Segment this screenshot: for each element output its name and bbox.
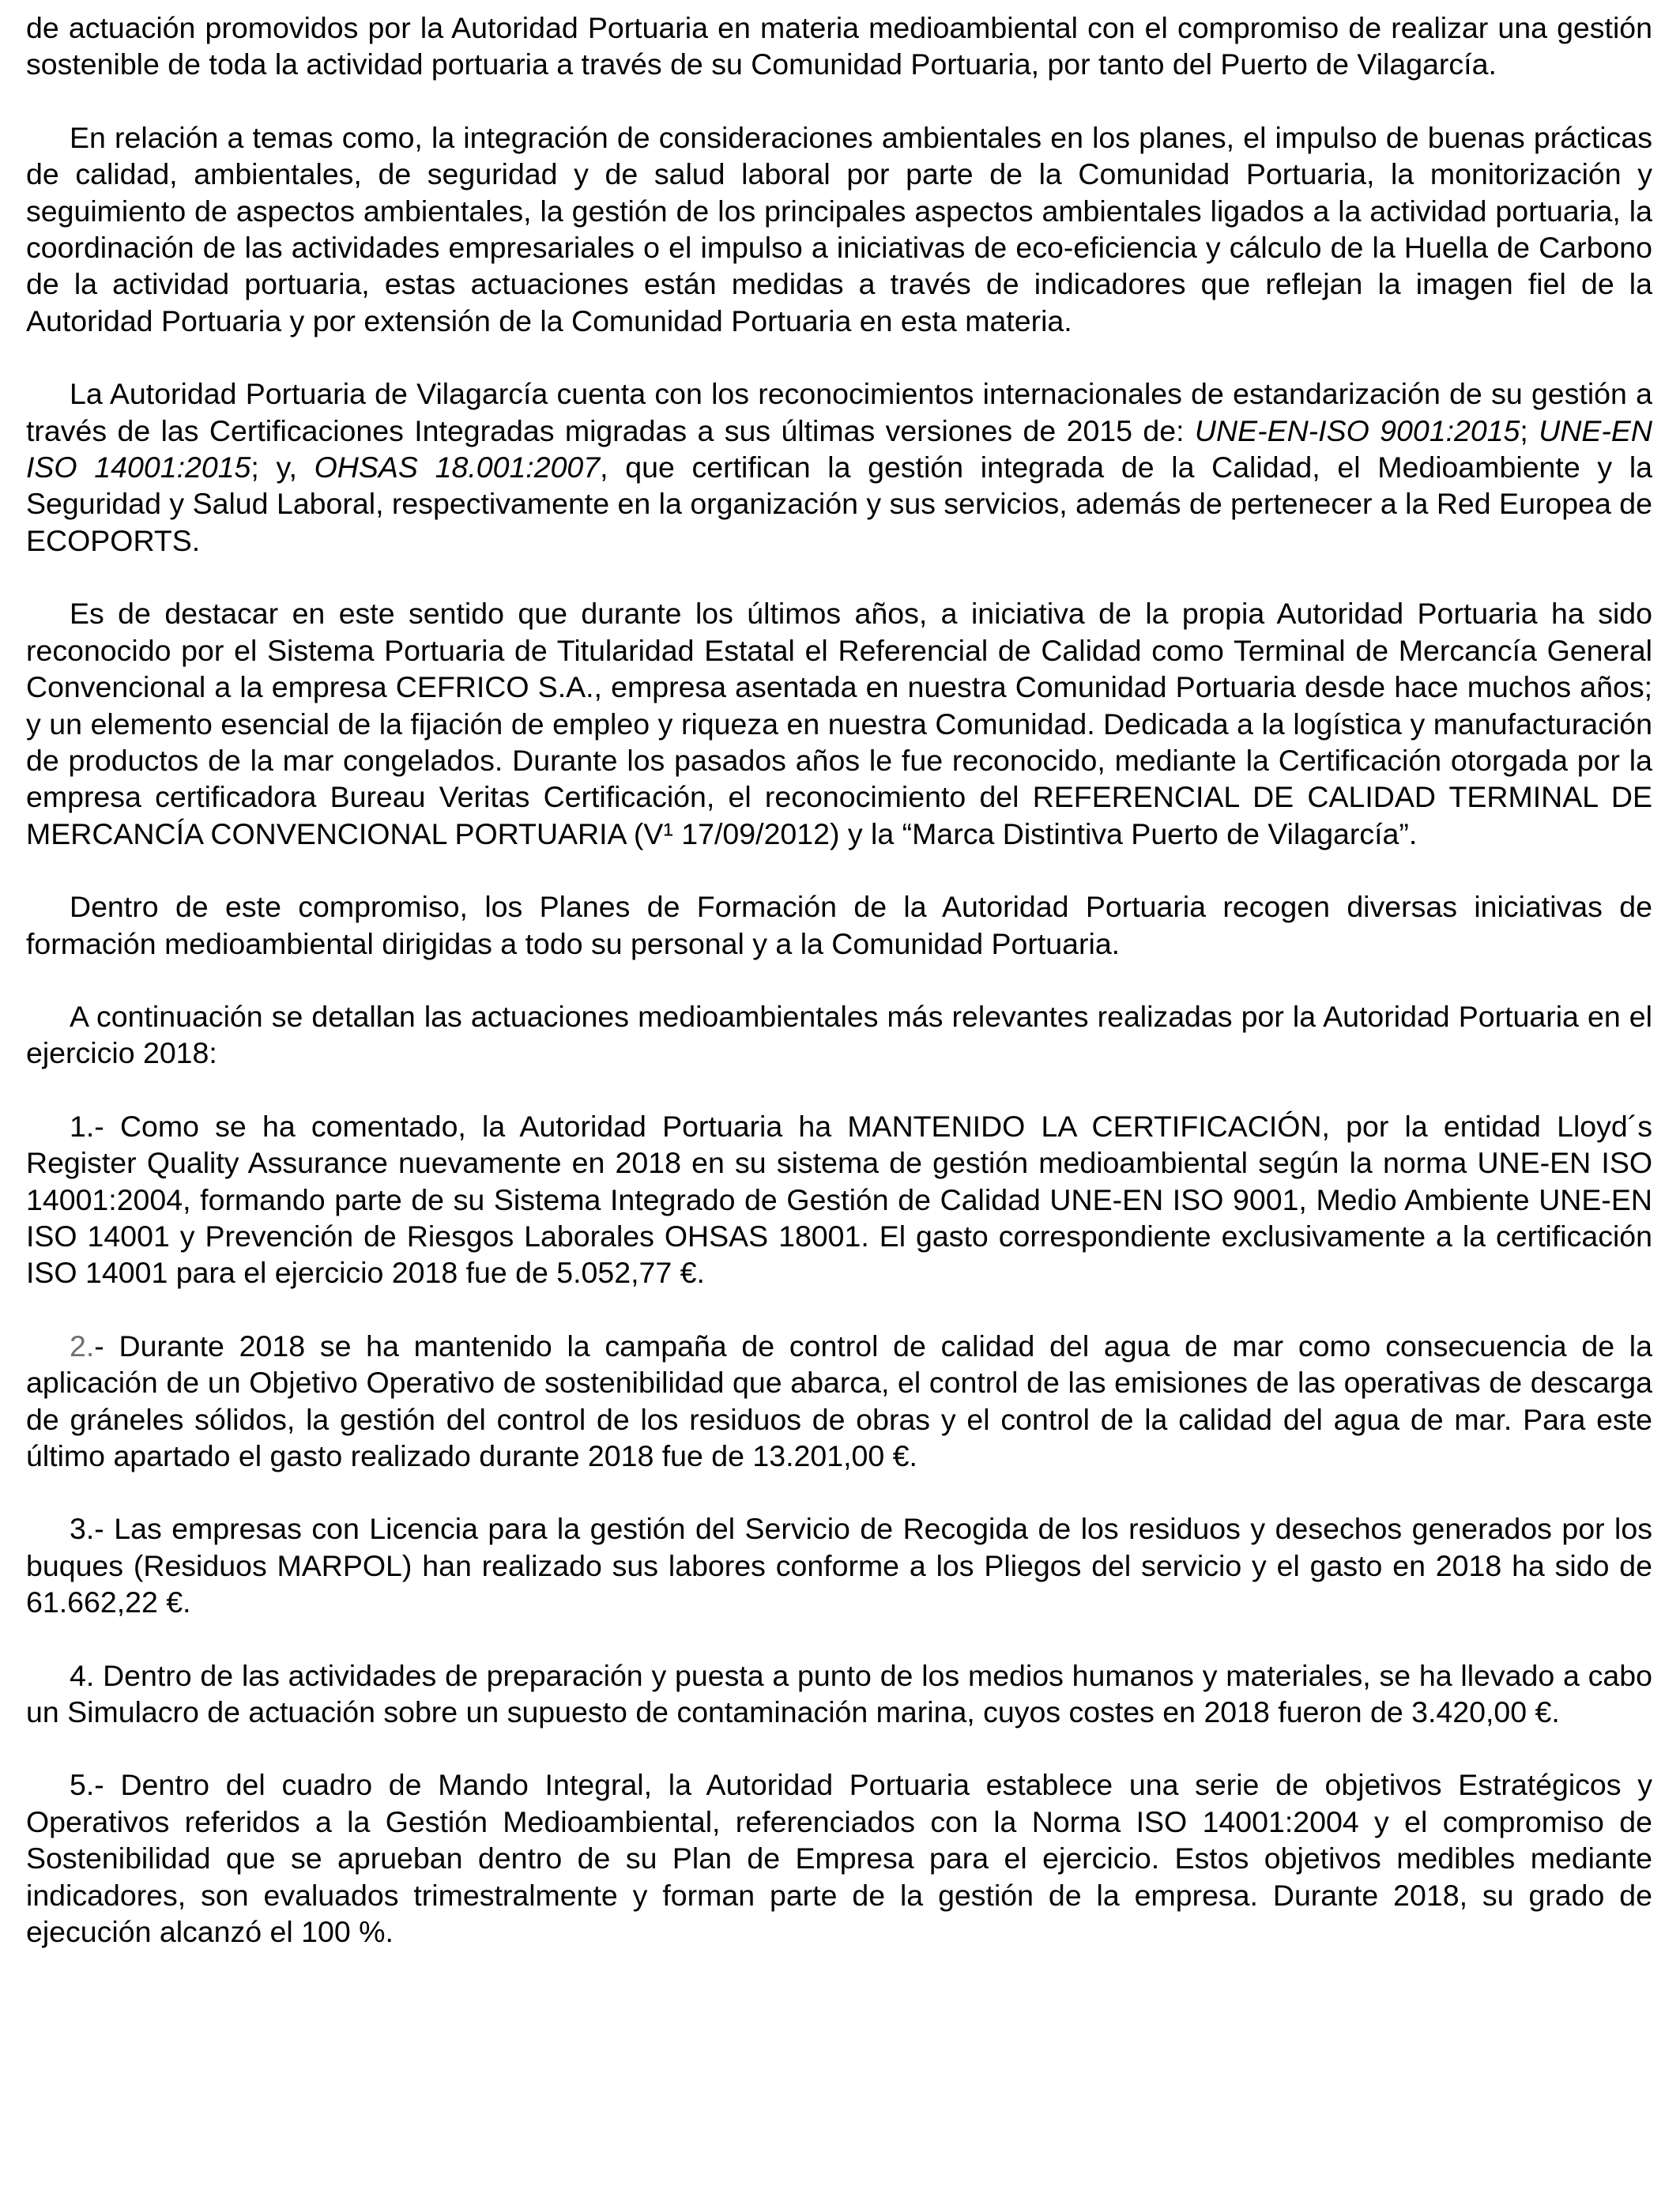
certifications-text-1: La Autoridad Portuaria de Vilagarcía cuenta con los reconocimientos internacionales de estandarización de su gestión a través de las Certificaciones Integradas migradas a sus últimas versiones de 2015 de: [26,377,1652,447]
certifications-text-2: ; [1520,413,1539,447]
iso-9001-standard: UNE-EN-ISO 9001:2015 [1194,413,1520,447]
list-item-2-text: - Durante 2018 se ha mantenido la campaña de control de calidad del agua de mar como consecuencia de la aplicación de un Objetivo Operativo de sostenibilidad que abarca, el control de las emisiones de las operativas de descarga de gráneles sólidos, la gestión del control de los residuos de obras y el control de la calidad del agua de mar. Para este último apartado el gasto realizado durante 2018 fue de 13.201,00 €. [26,1329,1652,1472]
document-page [26,9,1652,1986]
ohsas-18001-standard: OHSAS 18.001:2007 [314,450,601,484]
paragraph-intro-continuation: de actuación promovidos por la Autoridad Portuaria en materia medioambiental con el compromiso de realizar una gestión sostenible de toda la actividad portuaria a través de su Comunidad Portuaria, por tanto del Puerto de Vilagarcía. [26,11,1652,81]
certifications-text-4: , que certifican la gestión integrada de la Calidad, el Medioambiente y la Seguridad y Salud Laboral, respectivamente en la organización y sus servicios, además de pertenecer a la Red Europea de ECOPORTS. [26,450,1653,557]
paragraph-training-plans: Dentro de este compromiso, los Planes de Formación de la Autoridad Portuaria recogen diversas iniciativas de formación medioambiental dirigidas a todo su personal y a la Comunidad Portuaria. [26,890,1652,960]
list-item-2-water-quality [26,1328,1652,1475]
paragraph-certifications [26,375,1652,559]
paragraph-cefrico-recognition: Es de destacar en este sentido que durante los últimos años, a iniciativa de la propia Autoridad Portuaria ha sido reconocido por el Sistema Portuaria de Titularidad Estatal el Referencial de Calidad como Terminal de Mercancía General Convencional a la empresa CEFRICO S.A., empresa asentada en nuestra Comunidad Portuaria desde hace muchos años; y un elemento esencial de la fijación de empleo y riqueza en nuestra Comunidad. Dedicada a la logística y manufacturación de productos de la mar congelados. Durante los pasados años le fue reconocido, mediante la Certificación otorgada por la empresa certificadora Bureau Veritas Certificación, el reconocimiento del REFERENCIAL DE CALIDAD TERMINAL DE MERCANCÍA CONVENCIONAL PORTUARIA (V¹ 17/09/2012) y la “Marca Distintiva Puerto de Vilagarcía”. [26,597,1652,850]
list-item-3-marpol-waste: 3.- Las empresas con Licencia para la gestión del Servicio de Recogida de los residuos y desechos generados por los buques (Residuos MARPOL) han realizado sus labores conforme a los Pliegos del servicio y el gasto en 2018 ha sido de 61.662,22 €. [26,1512,1652,1619]
list-item-5-scorecard: 5.- Dentro del cuadro de Mando Integral, la Autoridad Portuaria establece una serie de objetivos Estratégicos y Operativos referidos a la Gestión Medioambiental, referenciados con la Norma ISO 14001:2004 y el compromiso de Sostenibilidad que se aprueban dentro de su Plan de Empresa para el ejercicio. Estos objetivos medibles mediante indicadores, son evaluados trimestralmente y forman parte de la gestión de la empresa. Durante 2018, su grado de ejecución alcanzó el 100 %. [26,1768,1652,1949]
list-item-1-certification: 1.- Como se ha comentado, la Autoridad Portuaria ha MANTENIDO LA CERTIFICACIÓN, por la entidad Lloyd´s Register Quality Assurance nuevamente en 2018 en su sistema de gestión medioambiental según la norma UNE-EN ISO 14001:2004, formando parte de su Sistema Integrado de Gestión de Calidad UNE-EN ISO 9001, Medio Ambiente UNE-EN ISO 14001 y Prevención de Riesgos Laborales OHSAS 18001. El gasto correspondiente exclusivamente a la certificación ISO 14001 para el ejercicio 2018 fue de 5.052,77 €. [26,1109,1652,1290]
certifications-text-3: ; y, [250,450,315,484]
list-item-2-number: 2. [70,1329,95,1363]
paragraph-actions-intro: A continuación se detallan las actuaciones medioambientales más relevantes realizadas por la Autoridad Portuaria en el ejercicio 2018: [26,999,1652,1070]
list-item-4-pollution-drill: 4. Dentro de las actividades de preparación y puesta a punto de los medios humanos y materiales, se ha llevado a cabo un Simulacro de actuación sobre un supuesto de contaminación marina, cuyos costes en 2018 fueron de 3.420,00 €. [26,1658,1652,1729]
iso-14001-standard: UNE-EN ISO 14001:2015 [26,413,1652,484]
paragraph-environmental-indicators: En relación a temas como, la integración de consideraciones ambientales en los planes, el impulso de buenas prácticas de calidad, ambientales, de seguridad y de salud laboral por parte de la Comunidad Portuaria, la monitorización y seguimiento de aspectos ambientales, la gestión de los principales aspectos ambientales ligados a la actividad portuaria, la coordinación de las actividades empresariales o el impulso a iniciativas de eco-eficiencia y cálculo de la Huella de Carbono de la actividad portuaria, estas actuaciones están medidas a través de indicadores que reflejan la imagen fiel de la Autoridad Portuaria y por extensión de la Comunidad Portuaria en esta materia. [26,120,1652,337]
